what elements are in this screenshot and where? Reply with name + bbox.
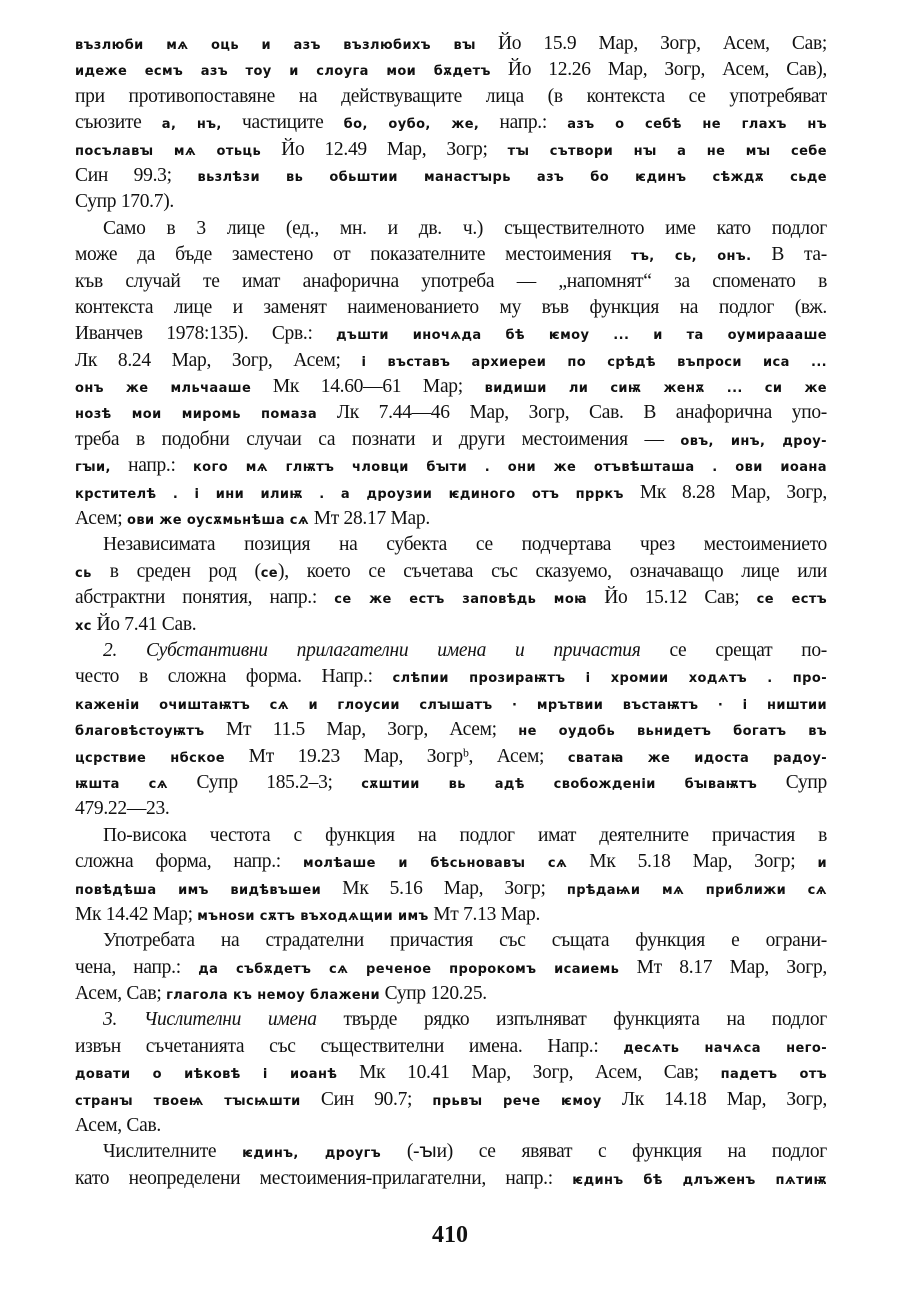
- old-slavonic-quote: гꙑи,: [75, 460, 111, 476]
- text-segment: Мк 5.18 Мар, Зогр;: [567, 851, 818, 873]
- old-slavonic-quote: прѣдаѩи мѧ приближи сѧ: [566, 882, 827, 898]
- old-slavonic-quote: десѧть начѧса него-: [623, 1040, 827, 1056]
- text-segment: Мк 14.42 Мар;: [75, 903, 198, 925]
- text-segment: напр.:: [110, 455, 193, 477]
- text-line: [75, 321, 827, 347]
- old-slavonic-quote: хс: [75, 618, 92, 634]
- text-segment: Числителните: [103, 1141, 243, 1163]
- section-heading: 3. Числителни имена: [103, 1009, 317, 1031]
- text-line: [75, 717, 827, 743]
- text-segment: Асем, Сав;: [75, 983, 167, 1005]
- old-slavonic-quote: а, нъ,: [161, 117, 222, 133]
- text-segment: Само в 3 лице (ед., мн. и дв. ч.) съществителното име като подлог: [103, 217, 827, 239]
- text-line: [75, 691, 827, 717]
- text-line: [75, 1087, 827, 1113]
- old-slavonic-quote: ѭшта сѧ: [75, 776, 168, 792]
- text-segment: ), което се съчетава със сказуемо, означаващо лице или: [278, 560, 827, 582]
- text-line: [75, 796, 827, 822]
- old-slavonic-quote: падетъ отъ: [720, 1067, 827, 1083]
- old-slavonic-quote: дъшти иночѧда бѣ ѥмоу ... и та оумираааше: [336, 328, 827, 344]
- old-slavonic-quote: азъ о себѣ не глахъ нъ: [567, 117, 827, 133]
- old-slavonic-quote: възлюби мѧ оць и азъ възлюбихъ вꙑ: [75, 38, 476, 53]
- old-slavonic-quote: се естъ: [756, 592, 827, 608]
- text-line: [75, 31, 827, 57]
- text-segment: частиците: [221, 112, 344, 134]
- text-segment: Мт 8.17 Мар, Зогр,: [619, 956, 827, 978]
- text-segment: Син 99.3;: [75, 164, 198, 186]
- text-line: [75, 57, 827, 83]
- text-segment: извън съчетанията със съществителни имена. Напр.:: [75, 1035, 624, 1057]
- text-segment: Лк 14.18 Мар, Зогр,: [601, 1088, 828, 1110]
- text-line: [75, 84, 827, 110]
- old-slavonic-quote: да събѫдетъ сѧ реченое пророкомъ исаиемь: [198, 961, 620, 977]
- old-slavonic-quote: і въставъ архиереи по срѣдѣ въпроси иса ...: [361, 354, 827, 370]
- text-segment: Лк 7.44—46 Мар, Зогр, Сав. В анафорична упо-: [317, 402, 827, 424]
- old-slavonic-quote: идеже есмъ азъ тоу и слоуга мои бѫдетъ: [75, 64, 491, 80]
- old-slavonic-quote: вьзлѣзи вь обьштии манастꙑрь азъ бо ѥдинъ сѣждѫ сьде: [197, 169, 827, 185]
- old-slavonic-quote: видиши ли сиѭ женѫ ... си же: [484, 381, 828, 397]
- text-segment: Употребата на страдателни причастия със същата функция е ограни-: [103, 930, 827, 952]
- text-segment: контекста лице и заменят наименованието му във функция на подлог (вж.: [75, 296, 827, 318]
- text-segment: се срещат по-: [640, 639, 828, 661]
- text-line: [75, 770, 827, 796]
- page-body: [75, 31, 827, 1192]
- old-slavonic-quote: ови же оусѫмьнѣша сѧ: [126, 513, 310, 529]
- old-slavonic-quote: слѣпии прозираѭтъ і хромии ходѧтъ . про-: [392, 671, 828, 687]
- text-segment: 479.22—23.: [75, 798, 170, 820]
- text-line: [75, 955, 827, 981]
- text-segment: Супр: [757, 771, 827, 793]
- old-slavonic-quote: мъноѕи сѫтъ въходѧщии имъ: [197, 908, 429, 924]
- text-segment: Мк 8.28 Мар, Зогр,: [623, 481, 827, 503]
- text-line: [75, 348, 827, 374]
- section-heading: 2. Субстантивни прилагателни имена и причастия: [103, 639, 641, 661]
- text-segment: може да бъде заместено от показателните местоимения: [75, 244, 632, 266]
- text-line: [75, 163, 827, 189]
- text-line: [75, 1060, 827, 1086]
- text-line: [75, 269, 827, 295]
- text-line: [75, 216, 827, 242]
- text-segment: в среден род (: [91, 560, 261, 582]
- text-line: [75, 981, 827, 1007]
- old-slavonic-quote: онъ же мльчааше: [75, 381, 252, 397]
- old-slavonic-quote: овъ, инъ, дроу-: [680, 433, 827, 449]
- text-segment: Син 90.7;: [300, 1088, 433, 1110]
- text-line: [75, 638, 827, 664]
- old-slavonic-quote: тъ, сь, онъ.: [631, 249, 752, 265]
- text-segment: Йо 12.49 Мар, Зогр;: [261, 138, 508, 160]
- text-segment: Мк 10.41 Мар, Зогр, Асем, Сав;: [337, 1062, 721, 1084]
- old-slavonic-quote: бо, оубо, же,: [343, 117, 480, 133]
- old-slavonic-quote: не оудобь вьнидетъ богатъ въ: [518, 724, 827, 740]
- old-slavonic-quote: се: [260, 565, 279, 581]
- text-line: [75, 137, 827, 163]
- text-line: [75, 902, 827, 928]
- text-segment: Асем, Сав.: [75, 1115, 161, 1137]
- old-slavonic-quote: молѣаше и бѣсьновавꙑ сѧ: [303, 856, 568, 872]
- text-segment: при противопоставяне на действуващите лица (в контекста се употребяват: [75, 85, 827, 107]
- text-line: [75, 453, 827, 479]
- old-slavonic-quote: глагола къ немоу блажени: [166, 988, 381, 1004]
- old-slavonic-quote: сватаꙗ же идоста радоу-: [567, 750, 828, 766]
- text-line: [75, 559, 827, 585]
- text-line: [75, 400, 827, 426]
- text-segment: (-ꙑи) се явяват с функция на подлог: [381, 1141, 827, 1163]
- text-line: [75, 1034, 827, 1060]
- text-line: [75, 1113, 827, 1139]
- old-slavonic-quote: странꙑ твоеѩ тꙑсѩшти: [75, 1093, 301, 1109]
- text-line: [75, 480, 827, 506]
- text-line: [75, 823, 827, 849]
- text-segment: Супр 185.2–3;: [168, 771, 362, 793]
- text-segment: съюзите: [75, 112, 162, 134]
- page-number: 410: [432, 1222, 468, 1248]
- text-segment: треба в подобни случаи са познати и други местоимения —: [75, 428, 681, 450]
- text-line: [75, 1007, 827, 1033]
- text-segment: абстрактни понятия, напр.:: [75, 587, 335, 609]
- text-segment: Супр 120.25.: [380, 983, 487, 1005]
- text-segment: Супр 170.7).: [75, 191, 174, 213]
- old-slavonic-quote: нозѣ мои миромь помаза: [75, 407, 318, 423]
- text-segment: Йо 15.12 Сав;: [587, 587, 757, 609]
- text-line: [75, 295, 827, 321]
- old-slavonic-quote: каженіи очиштаѭтъ сѧ и глоусии слꙑшатъ · мрътвии въстаѭтъ · і ништии: [75, 697, 827, 713]
- old-slavonic-quote: посълавꙑ мѧ отьць: [75, 143, 262, 159]
- text-line: [75, 664, 827, 690]
- text-segment: Независимата позиция на субекта се подчертава чрез местоимението: [103, 534, 827, 556]
- text-segment: твърде рядко изпълняват функцията на подлог: [316, 1009, 827, 1031]
- old-slavonic-quote: тꙑ сътвори нꙑ а не мꙑ себе: [507, 143, 827, 159]
- text-segment: напр.:: [479, 112, 568, 134]
- text-segment: Мк 5.16 Мар, Зогр;: [321, 877, 567, 899]
- text-line: [75, 1139, 827, 1165]
- text-line: [75, 744, 827, 770]
- text-segment: Йо 15.9 Мар, Зогр, Асем, Сав;: [475, 33, 827, 54]
- text-line: [75, 427, 827, 453]
- text-segment: Йо 12.26 Мар, Зогр, Асем, Сав),: [490, 59, 827, 81]
- old-slavonic-quote: цсрствие нбское: [75, 750, 225, 766]
- text-line: [75, 532, 827, 558]
- text-segment: сложна форма, напр.:: [75, 851, 304, 873]
- old-slavonic-quote: прьвꙑ рече ѥмоу: [432, 1093, 602, 1109]
- old-slavonic-quote: ѥдинъ бѣ длъженъ пѧтиѭ: [572, 1172, 828, 1188]
- text-line: [75, 242, 827, 268]
- text-segment: Мт 7.13 Мар.: [428, 903, 541, 925]
- old-slavonic-quote: довати о иѣковѣ і иоанѣ: [75, 1067, 338, 1083]
- text-line: [75, 612, 827, 638]
- text-line: [75, 876, 827, 902]
- old-slavonic-quote: сѫштии вь адѣ свобожденіи бꙑваѭтъ: [361, 776, 758, 792]
- text-segment: чена, напр.:: [75, 956, 199, 978]
- text-segment: Иванчев 1978:135). Срв.:: [75, 323, 337, 345]
- text-segment: Мк 14.60—61 Мар;: [251, 376, 485, 398]
- text-segment: къв случай те имат анафорична употреба — „напомнят“ за споменато в: [75, 270, 827, 292]
- old-slavonic-quote: благовѣстоуѭтъ: [75, 724, 205, 740]
- text-segment: като неопределени местоимения-прилагателни, напр.:: [75, 1167, 573, 1189]
- text-line: [75, 189, 827, 215]
- text-segment: Асем;: [75, 508, 127, 530]
- old-slavonic-quote: сь: [75, 565, 92, 581]
- text-segment: Йо 7.41 Сав.: [91, 613, 197, 635]
- text-segment: Мт 28.17 Мар.: [309, 508, 430, 530]
- text-line: [75, 374, 827, 400]
- text-line: [75, 1166, 827, 1192]
- text-segment: Лк 8.24 Мар, Зогр, Асем;: [75, 349, 362, 371]
- text-line: [75, 928, 827, 954]
- text-line: [75, 585, 827, 611]
- text-segment: Мт 19.23 Мар, Зогрᵇ, Асем;: [225, 745, 568, 767]
- old-slavonic-quote: се же естъ заповѣдь моꙗ: [334, 592, 588, 608]
- old-slavonic-quote: ѥдинъ, дроугъ: [242, 1146, 382, 1162]
- old-slavonic-quote: крстителѣ . і ини илиѭ . а дроузии ѥдиного отъ прркъ: [75, 486, 624, 502]
- text-line: [75, 110, 827, 136]
- text-line: [75, 849, 827, 875]
- old-slavonic-quote: и: [817, 856, 827, 872]
- old-slavonic-quote: кого мѧ глѭтъ чловци бꙑти . они же отъвѣшташа . ови иоана: [192, 460, 827, 476]
- text-segment: По-висока честота с функция на подлог имат деятелните причастия в: [103, 824, 827, 846]
- old-slavonic-quote: повѣдѣша имъ видѣвъшеи: [75, 882, 322, 898]
- text-segment: често в сложна форма. Напр.:: [75, 666, 393, 688]
- text-segment: Мт 11.5 Мар, Зогр, Асем;: [204, 719, 519, 741]
- text-line: [75, 506, 827, 532]
- text-segment: В та-: [751, 244, 827, 266]
